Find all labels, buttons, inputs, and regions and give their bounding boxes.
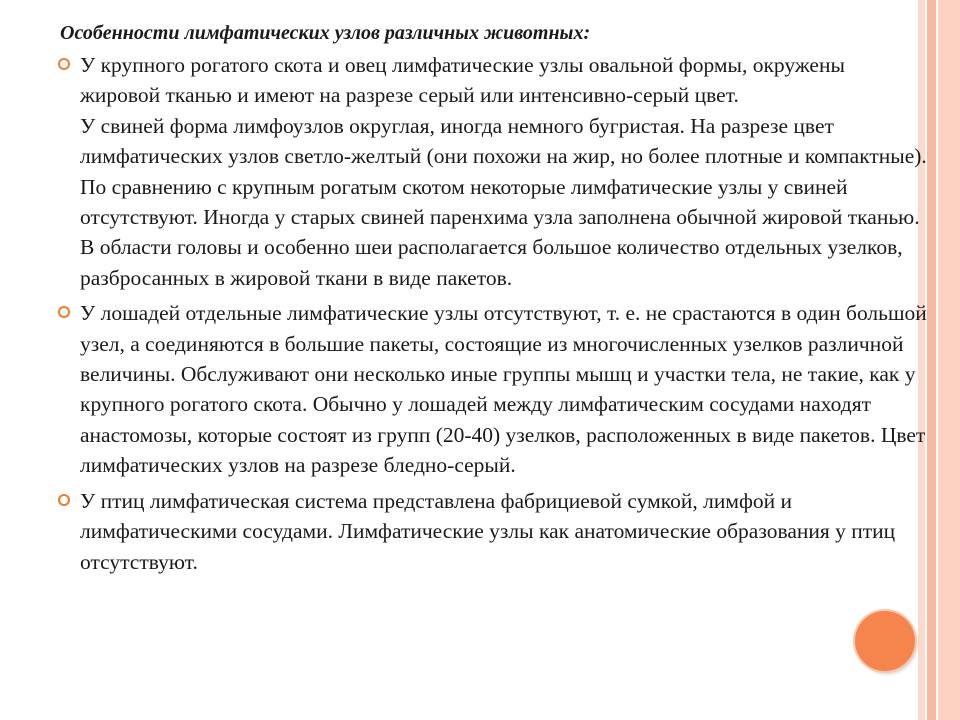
- bullet-circle-icon: [58, 58, 70, 70]
- paragraph-horses: У лошадей отдельные лимфатические узлы отсутствуют, т. е. не срастаются в один большой узел, а соединяются в большие пакеты, состоящие из многочисленных узелков различной величины. Обслуживают они несколько иные группы мышц и участки тела, не такие, как у крупного рогатого скота. Обычно у лошадей между лимфатическим сосудами находят анастомозы, которые состоят из групп (20-40) узелков, расположенных в виде пакетов. Цвет лимфатических узлов на разрезе бледно-серый.: [80, 301, 927, 478]
- paragraph-pigs: У свиней форма лимфоузлов округлая, иногда немного бугристая. На разрезе цвет лимфатических узлов светло-желтый (они похожи на жир, но более плотные и компактные). По сравнению с крупным рогатым скотом некоторые лимфатические узлы у свиней отсутствуют. Иногда у старых свиней паренхима узла заполнена обычной жировой тканью. В области головы и особенно шеи располагается большое количество отдельных узелков, разбросанных в жировой ткани в виде пакетов.: [80, 113, 927, 290]
- decorative-stripe: [938, 0, 960, 720]
- bullet-list: [60, 50, 930, 577]
- decorative-circle-icon: [855, 611, 915, 671]
- slide-content: [60, 18, 930, 582]
- bullet-circle-icon: [58, 494, 70, 506]
- slide-title: Особенности лимфатических узлов различных животных:: [60, 22, 591, 44]
- bullet-circle-icon: [58, 306, 70, 318]
- list-item: [60, 50, 930, 293]
- list-item: [60, 298, 930, 480]
- list-item: [60, 486, 930, 577]
- paragraph-cattle: У крупного рогатого скота и овец лимфатические узлы овальной формы, окружены жировой тканью и имеют на разрезе серый или интенсивно-серый цвет.: [80, 53, 845, 108]
- paragraph-birds: У птиц лимфатическая система представлена фабрициевой сумкой, лимфой и лимфатическими сосудами. Лимфатические узлы как анатомические образования у птиц отсутствуют.: [80, 488, 896, 574]
